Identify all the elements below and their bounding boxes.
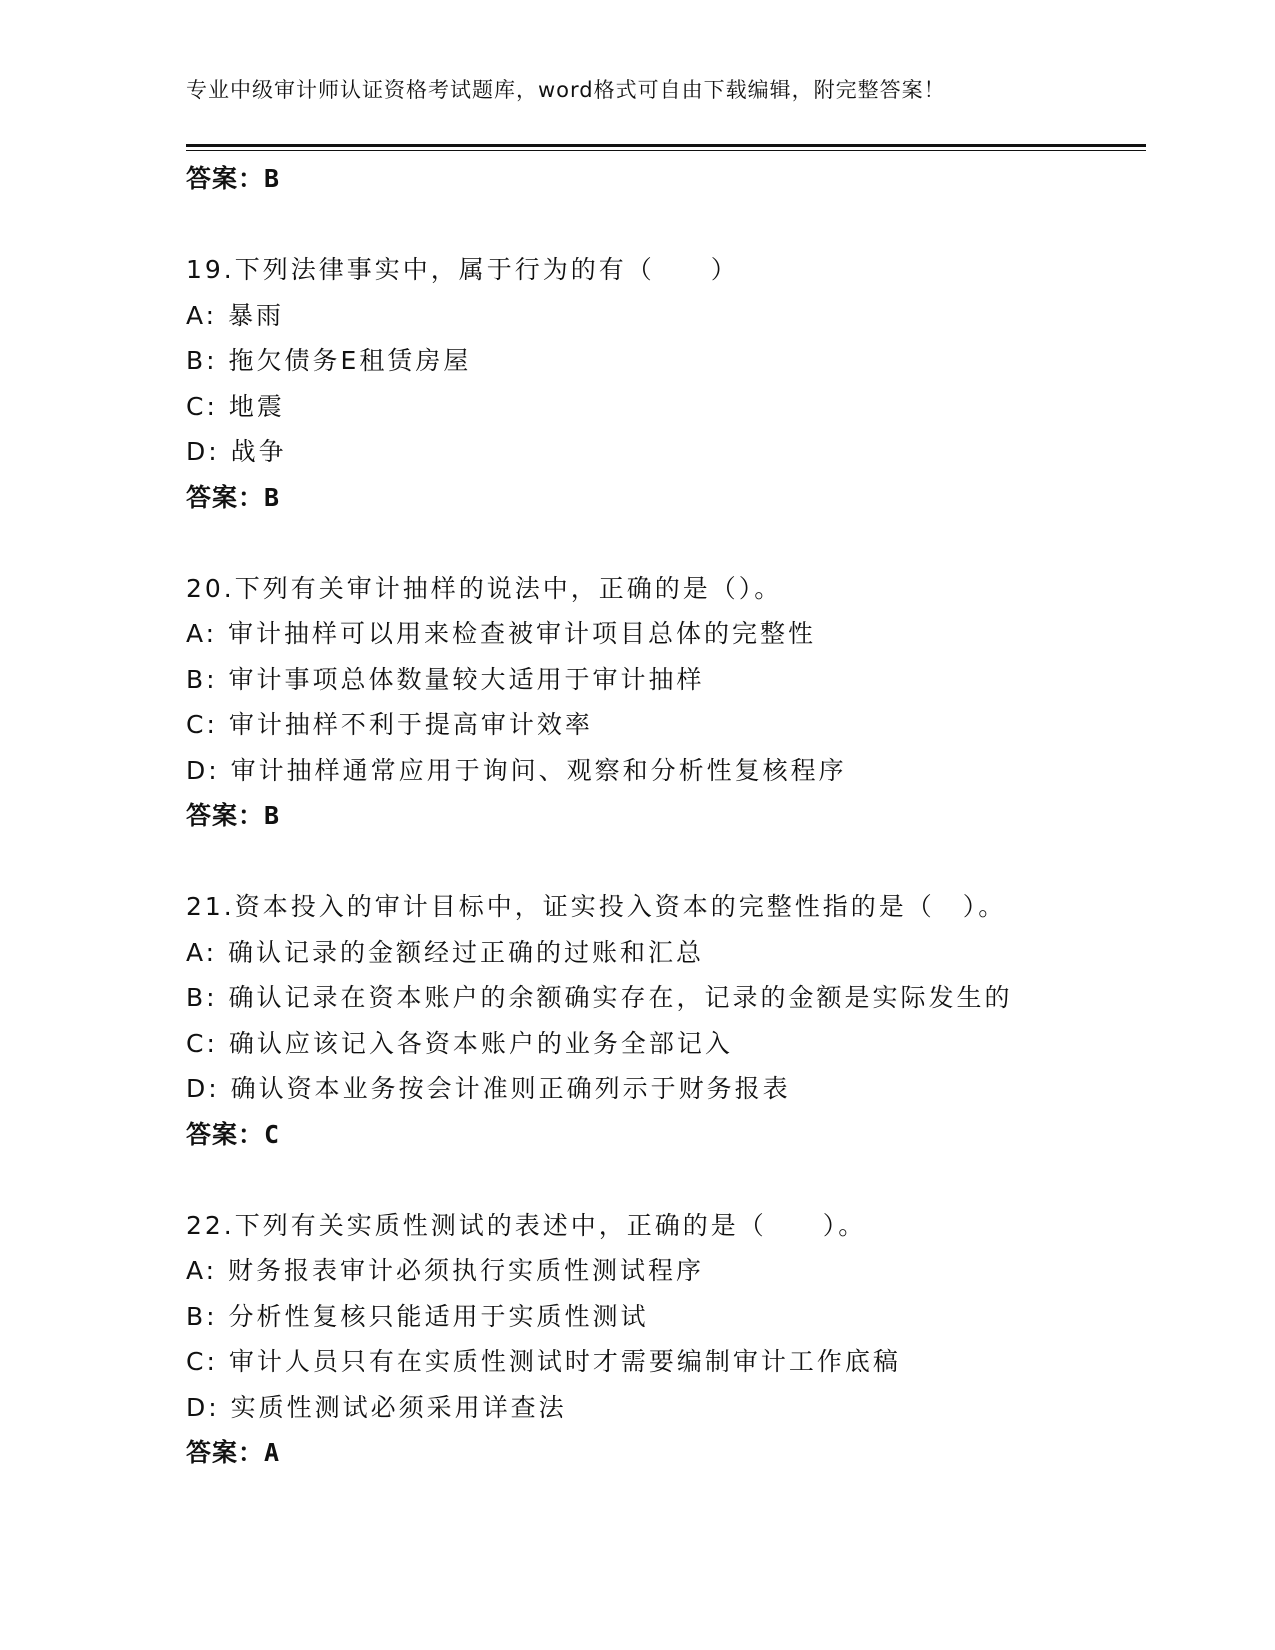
question-block <box>186 884 1146 1157</box>
answer-line <box>186 1112 1146 1158</box>
answer-label: 答案： <box>186 482 265 512</box>
option-d: D: 确认资本业务按会计准则正确列示于财务报表 <box>186 1074 791 1103</box>
option-d: D: 审计抽样通常应用于询问、观察和分析性复核程序 <box>186 755 847 785</box>
header-rule-thin <box>186 150 1146 151</box>
answer-line <box>186 793 1146 839</box>
answer-label: 答案： <box>186 1438 265 1467</box>
option-b: B: 拖欠债务E租赁房屋 <box>186 346 472 375</box>
option-d: D: 战争 <box>186 437 287 466</box>
option-a: A: 暴雨 <box>186 300 285 330</box>
answer-label: 答案： <box>186 1119 265 1149</box>
answer-line <box>186 475 1146 521</box>
option-a: A: 确认记录的金额经过正确的过账和汇总 <box>186 937 705 967</box>
answer-line <box>186 1430 1146 1476</box>
spacer <box>186 839 1146 885</box>
question-block <box>186 1203 1146 1476</box>
option-d: D: 实质性测试必须采用详查法 <box>186 1392 567 1422</box>
question-list <box>186 156 1146 1476</box>
answer-label: 答案： <box>186 164 265 193</box>
option-c: C: 审计抽样不利于提高审计效率 <box>186 710 593 739</box>
question-stem: 22.下列有关实质性测试的表述中，正确的是（ ）。 <box>186 1210 867 1240</box>
option-b: B: 确认记录在资本账户的余额确实存在，记录的金额是实际发生的 <box>186 983 1013 1012</box>
spacer <box>186 1157 1146 1203</box>
spacer <box>186 202 1146 248</box>
answer-value: A <box>264 1438 281 1467</box>
option-a: A: 审计抽样可以用来检查被审计项目总体的完整性 <box>186 619 817 648</box>
option-b: B: 分析性复核只能适用于实质性测试 <box>186 1301 649 1331</box>
option-c: C: 确认应该记入各资本账户的业务全部记入 <box>186 1028 733 1058</box>
option-b: B: 审计事项总体数量较大适用于审计抽样 <box>186 664 705 694</box>
answer-line <box>186 156 1146 202</box>
option-a: A: 财务报表审计必须执行实质性测试程序 <box>186 1256 705 1285</box>
spacer <box>186 520 1146 566</box>
question-block <box>186 247 1146 520</box>
answer-value: B <box>264 164 281 193</box>
option-c: C: 地震 <box>186 391 285 421</box>
answer-value: C <box>264 1119 281 1149</box>
option-c: C: 审计人员只有在实质性测试时才需要编制审计工作底稿 <box>186 1347 901 1376</box>
answer-label: 答案： <box>186 801 265 830</box>
question-stem: 21.资本投入的审计目标中，证实投入资本的完整性指的是（ ）。 <box>186 892 1007 921</box>
header-rule-thick <box>186 144 1146 147</box>
answer-value: B <box>264 801 281 830</box>
question-block <box>186 566 1146 839</box>
answer-value: B <box>264 482 281 512</box>
page-header: 专业中级审计师认证资格考试题库，word格式可自由下载编辑，附完整答案！ <box>186 78 946 102</box>
question-stem: 20.下列有关审计抽样的说法中，正确的是（）。 <box>186 573 783 603</box>
question-stem: 19.下列法律事实中，属于行为的有（ ） <box>186 255 739 284</box>
